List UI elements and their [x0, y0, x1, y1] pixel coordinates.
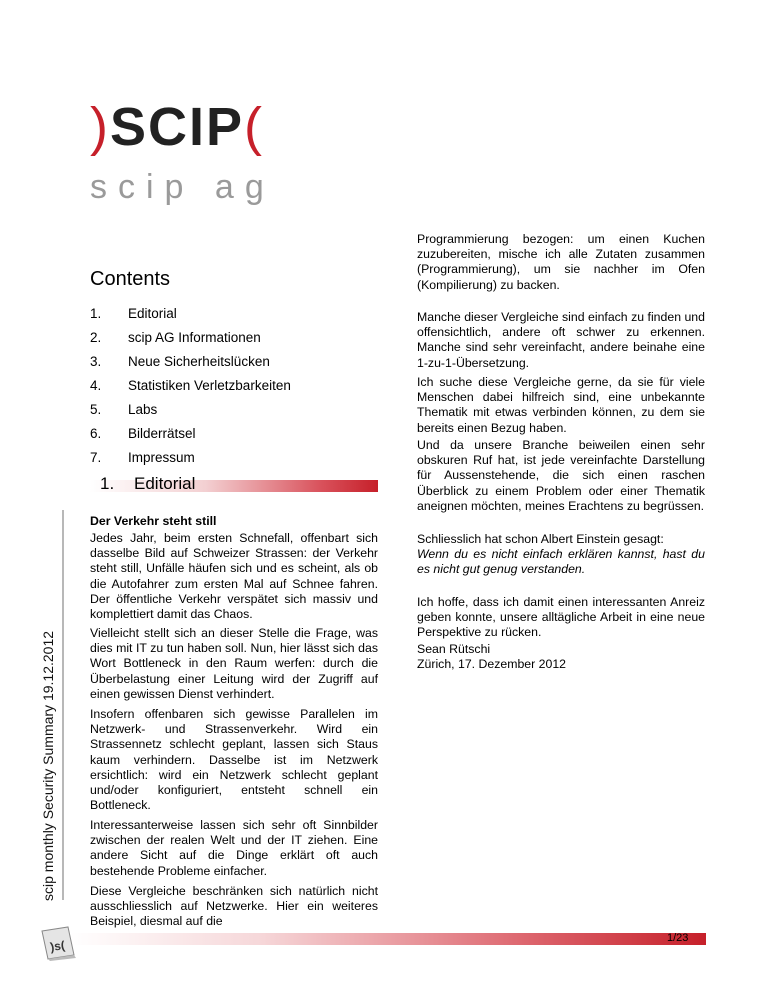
toc-num: 1.	[90, 306, 102, 321]
logo-subtitle: scip ag	[90, 168, 275, 206]
section-heading-label	[100, 474, 195, 494]
paragraph: Programmierung bezogen: um einen Kuchen zuzubereiten, mische ich alle Zutaten zusammen (Programmierung), um sie nachher im Ofen (Kompilierung) zu backen.	[417, 232, 705, 292]
toc-label: Impressum	[128, 450, 195, 465]
toc-label: Labs	[128, 402, 158, 417]
footer-bar	[70, 933, 706, 945]
section-title: Editorial	[134, 474, 196, 493]
toc-label: Statistiken Verletzbarkeiten	[128, 378, 291, 393]
toc-item[interactable]	[90, 302, 378, 325]
toc-num: 7.	[90, 450, 102, 465]
paragraph: Und da unsere Branche beiweilen einen sehr obskuren Ruf hat, ist jede vereinfachte Darstellung für Aussenstehende, die sich einen raschen Überblick zu einem Problem oder einer Thematik aneignen möchten, meines Erachtens zu begrüssen.	[417, 438, 705, 513]
toc-label: Editorial	[128, 306, 177, 321]
toc-item[interactable]	[90, 349, 378, 373]
toc-num: 4.	[90, 378, 102, 393]
author-date: Zürich, 17. Dezember 2012	[417, 657, 567, 671]
contents-title: Contents	[90, 268, 171, 290]
logo-word: SCIP	[109, 97, 245, 157]
toc-item[interactable]	[90, 373, 378, 397]
side-label: scip monthly Security Summary 19.12.2012	[40, 630, 56, 901]
toc-num: 3.	[90, 354, 102, 369]
corner-logo-icon	[38, 925, 78, 961]
toc-num: 5.	[90, 402, 102, 417]
paragraph: Diese Vergleiche beschränken sich natürlich nicht ausschliesslich auf Netzwerke. Hier ein weiteres Beispiel, diesmal auf die	[90, 884, 378, 929]
page-number: 1/23	[667, 932, 689, 944]
table-of-contents	[90, 302, 378, 469]
logo-paren-right: (	[244, 97, 265, 157]
toc-item[interactable]	[90, 421, 378, 445]
logo-paren-left: )	[90, 97, 110, 157]
einstein-quote	[417, 547, 705, 577]
toc-item[interactable]	[90, 325, 378, 349]
toc-label: Bilderrätsel	[128, 426, 196, 441]
toc-item[interactable]	[90, 445, 378, 469]
paragraph: Vielleicht stellt sich an dieser Stelle die Frage, was dies mit IT zu tun haben soll. Nun, hier lässt sich das Wort Bottleneck in den Raum werfen: durch die Überbelastung einer Leitung wird der Zugriff auf einen gewissen Dienst verhindert.	[90, 626, 378, 701]
toc-label: scip AG Informationen	[128, 330, 261, 345]
paragraph: Jedes Jahr, beim ersten Schnefall, offenbart sich dasselbe Bild auf Schweizer Strassen: der Verkehr steht still, Unfälle häufen sich und es scheint, als ob die Autofahrer zum ersten Mal auf Schnee fahren. Der öffentliche Verkehr verspätet sich massiv und komplettiert damit das Chaos.	[90, 531, 378, 622]
paragraph: Ich suche diese Vergleiche gerne, da sie für viele Menschen dabei hilfreich sind, eine unbekannte Thematik mit etwas verbinden können, zu dem sie bereits einen Bezug haben.	[417, 375, 705, 435]
paragraph: Insofern offenbaren sich gewisse Parallelen im Netzwerk- und Strassenverkehr. Wird ein Strassennetz schlecht geplant, lassen sich Staus kaum verhindern. Dasselbe ist im Netzwerk ersichtlich: wird ein Netzwerk schlecht geplant und/oder konfiguriert, entsteht schnell ein Bottleneck.	[90, 707, 378, 813]
section-heading	[90, 474, 378, 494]
quote-text: Wenn du es nicht einfach erklären kannst, hast du es nicht gut genug verstanden.	[417, 547, 705, 577]
toc-num: 6.	[90, 426, 102, 441]
toc-num: 2.	[90, 330, 102, 345]
author-name: Sean Rütschi	[417, 642, 491, 656]
scip-logo	[90, 97, 280, 215]
paragraph: Interessanterweise lassen sich sehr oft Sinnbilder zwischen der realen Welt und der IT ziehen. Eine andere Sicht auf die Dinge erklärt oft auch bestehende Probleme einfacher.	[90, 818, 378, 878]
toc-label: Neue Sicherheitslücken	[128, 354, 270, 369]
toc-item[interactable]	[90, 397, 378, 421]
paragraph: Schliesslich hat schon Albert Einstein gesagt:	[417, 532, 664, 546]
paragraph: Ich hoffe, dass ich damit einen interessanten Anreiz geben konnte, unsere alltägliche Arbeit in eine neue Perspektive zu rücken.	[417, 595, 705, 640]
paragraph: Manche dieser Vergleiche sind einfach zu finden und offensichtlich, andere oft schwer zu erkennen. Manche sind sehr vereinfacht, andere beinahe eine 1-zu-1-Übersetzung.	[417, 310, 705, 370]
scip-logo-mark	[90, 97, 265, 157]
article-subheading: Der Verkehr steht still	[90, 514, 217, 528]
svg-text:)s(: )s(	[49, 938, 66, 955]
side-divider	[62, 510, 64, 900]
section-number: 1.	[100, 474, 115, 493]
